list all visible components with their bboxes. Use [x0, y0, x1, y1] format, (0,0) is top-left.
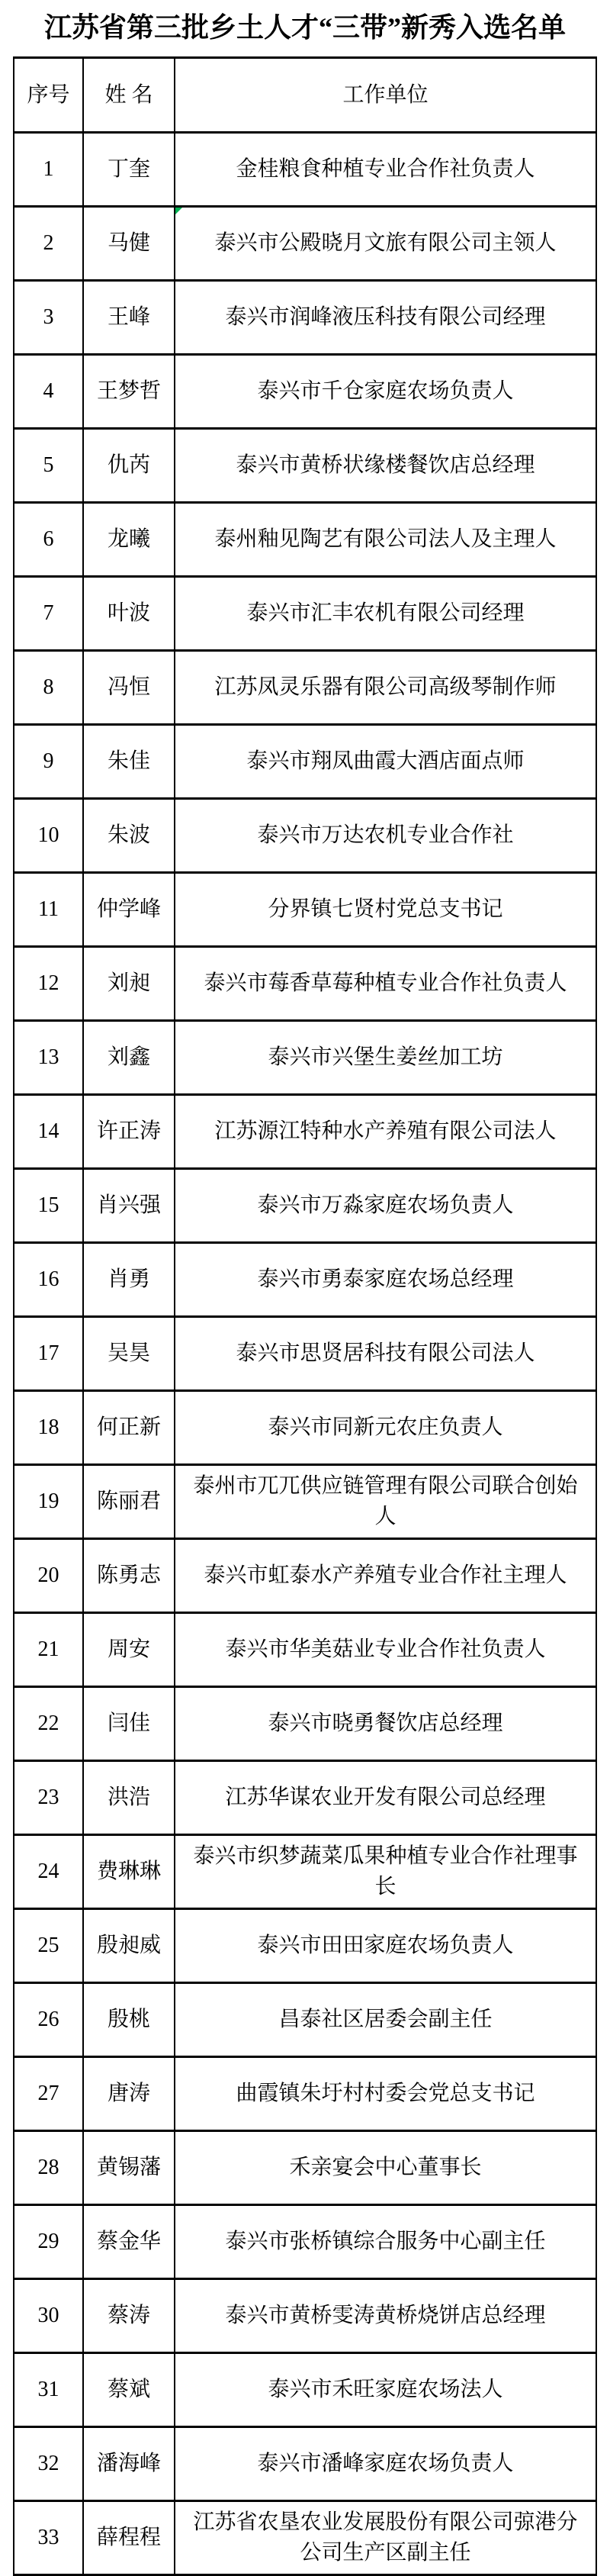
unit-cell	[175, 1687, 596, 1761]
unit-cell	[175, 2501, 596, 2575]
serial-cell: 29	[14, 2205, 83, 2279]
unit-cell	[175, 2057, 596, 2131]
table-row	[14, 2353, 596, 2427]
name-cell: 叶波	[83, 577, 175, 651]
table-row	[14, 1687, 596, 1761]
unit-cell	[175, 873, 596, 947]
unit-cell	[175, 1761, 596, 1835]
name-cell: 殷昶威	[83, 1909, 175, 1983]
unit-text: 泰兴市晓勇餐饮店总经理	[268, 1711, 503, 1736]
unit-cell	[175, 1983, 596, 2057]
table-row	[14, 1243, 596, 1317]
serial-cell: 11	[14, 873, 83, 947]
serial-cell: 10	[14, 799, 83, 873]
unit-cell	[175, 1909, 596, 1983]
serial-cell: 1	[14, 133, 83, 207]
serial-cell: 13	[14, 1021, 83, 1095]
unit-text: 泰兴市田田家庭农场负责人	[257, 1934, 514, 1958]
name-cell: 陈勇志	[83, 1539, 175, 1613]
name-cell: 仲学峰	[83, 873, 175, 947]
name-cell: 殷桃	[83, 1983, 175, 2057]
table-header	[14, 58, 596, 133]
name-cell: 唐涛	[83, 2057, 175, 2131]
name-cell: 冯恒	[83, 651, 175, 725]
table-body	[14, 133, 596, 2575]
table-row	[14, 1095, 596, 1169]
unit-text: 禾亲宴会中心董事长	[289, 2156, 482, 2180]
unit-cell	[175, 799, 596, 873]
unit-text: 泰兴市同新元农庄负责人	[268, 1415, 503, 1440]
table-row	[14, 947, 596, 1021]
serial-cell: 31	[14, 2353, 83, 2427]
name-cell: 费琳琳	[83, 1835, 175, 1909]
unit-cell	[175, 947, 596, 1021]
unit-cell	[175, 651, 596, 725]
name-cell: 蔡金华	[83, 2205, 175, 2279]
serial-cell: 21	[14, 1613, 83, 1687]
name-cell: 周安	[83, 1613, 175, 1687]
page-title: 江苏省第三批乡土人才“三带”新秀入选名单	[43, 12, 566, 43]
name-cell: 蔡涛	[83, 2279, 175, 2353]
unit-cell	[175, 355, 596, 429]
unit-cell	[175, 1021, 596, 1095]
table-row	[14, 1909, 596, 1983]
unit-text: 泰兴市潘峰家庭农场负责人	[257, 2452, 514, 2476]
table-row	[14, 207, 596, 281]
serial-cell: 18	[14, 1391, 83, 1465]
unit-text: 泰兴市润峰液压科技有限公司经理	[225, 305, 546, 330]
table-row	[14, 651, 596, 725]
table-row	[14, 1391, 596, 1465]
table-row	[14, 2057, 596, 2131]
name-cell: 黄锡藩	[83, 2131, 175, 2205]
serial-cell: 7	[14, 577, 83, 651]
serial-cell: 28	[14, 2131, 83, 2205]
name-cell: 丁奎	[83, 133, 175, 207]
serial-cell: 6	[14, 503, 83, 577]
table-row	[14, 1539, 596, 1613]
unit-text: 泰兴市禾旺家庭农场法人	[268, 2378, 503, 2402]
table-row	[14, 577, 596, 651]
unit-text: 昌泰社区居委会副主任	[278, 2008, 493, 2032]
table-row	[14, 1835, 596, 1909]
table-row	[14, 2427, 596, 2501]
unit-cell	[175, 1465, 596, 1539]
table-row	[14, 1169, 596, 1243]
unit-cell	[175, 1613, 596, 1687]
serial-cell: 27	[14, 2057, 83, 2131]
name-cell: 朱佳	[83, 725, 175, 799]
unit-cell	[175, 503, 596, 577]
unit-text: 泰兴市织梦蔬菜瓜果种植专业合作社理事长	[193, 1844, 578, 1898]
unit-text: 泰兴市兴堡生姜丝加工坊	[268, 1045, 503, 1070]
table-row	[14, 1317, 596, 1391]
serial-cell: 2	[14, 207, 83, 281]
serial-cell: 24	[14, 1835, 83, 1909]
unit-text: 泰兴市千仓家庭农场负责人	[257, 379, 514, 404]
unit-cell	[175, 2279, 596, 2353]
header-serial: 序号	[14, 58, 83, 133]
unit-cell	[175, 1539, 596, 1613]
unit-cell	[175, 281, 596, 355]
table-row	[14, 799, 596, 873]
header-unit: 工作单位	[175, 58, 596, 133]
unit-text: 泰兴市万达农机专业合作社	[257, 823, 514, 848]
unit-text: 泰兴市思贤居科技有限公司法人	[236, 1341, 535, 1366]
name-cell: 马健	[83, 207, 175, 281]
unit-text: 泰州釉见陶艺有限公司法人及主理人	[214, 527, 557, 552]
serial-cell: 25	[14, 1909, 83, 1983]
unit-text: 金桂粮食种植专业合作社负责人	[236, 157, 535, 182]
name-cell: 陈丽君	[83, 1465, 175, 1539]
unit-text: 分界镇七贤村党总支书记	[268, 897, 503, 922]
serial-cell: 17	[14, 1317, 83, 1391]
unit-cell	[175, 2205, 596, 2279]
name-cell: 王峰	[83, 281, 175, 355]
unit-cell	[175, 207, 596, 281]
unit-cell	[175, 725, 596, 799]
name-cell: 许正涛	[83, 1095, 175, 1169]
table-row	[14, 2501, 596, 2575]
serial-cell: 22	[14, 1687, 83, 1761]
serial-cell: 33	[14, 2501, 83, 2575]
serial-cell: 19	[14, 1465, 83, 1539]
unit-cell	[175, 1243, 596, 1317]
unit-cell	[175, 429, 596, 503]
unit-text: 江苏源江特种水产养殖有限公司法人	[214, 1119, 557, 1144]
name-cell: 何正新	[83, 1391, 175, 1465]
unit-cell	[175, 133, 596, 207]
unit-cell	[175, 1391, 596, 1465]
serial-cell: 20	[14, 1539, 83, 1613]
unit-cell	[175, 2353, 596, 2427]
unit-text: 江苏省农垦农业发展股份有限公司弶港分公司生产区副主任	[193, 2510, 578, 2565]
table-row	[14, 1021, 596, 1095]
unit-text: 泰兴市万淼家庭农场负责人	[257, 1193, 514, 1218]
serial-cell: 12	[14, 947, 83, 1021]
unit-text: 泰兴市虹泰水产养殖专业合作社主理人	[204, 1563, 567, 1588]
unit-text: 江苏华谋农业开发有限公司总经理	[225, 1785, 546, 1810]
unit-text: 泰兴市汇丰农机有限公司经理	[246, 601, 525, 626]
unit-cell	[175, 2427, 596, 2501]
name-cell: 王梦哲	[83, 355, 175, 429]
serial-cell: 4	[14, 355, 83, 429]
serial-cell: 8	[14, 651, 83, 725]
table-row	[14, 1465, 596, 1539]
roster-table	[13, 56, 597, 2576]
unit-text: 曲霞镇朱圩村村委会党总支书记	[236, 2082, 535, 2106]
name-cell: 闫佳	[83, 1687, 175, 1761]
serial-cell: 5	[14, 429, 83, 503]
serial-cell: 30	[14, 2279, 83, 2353]
name-cell: 吴昊	[83, 1317, 175, 1391]
unit-cell	[175, 2131, 596, 2205]
unit-cell	[175, 1169, 596, 1243]
unit-text: 泰兴市勇泰家庭农场总经理	[257, 1267, 514, 1292]
table-row	[14, 133, 596, 207]
unit-text: 泰兴市华美菇业专业合作社负责人	[225, 1637, 546, 1662]
unit-text: 泰兴市黄桥雯涛黄桥烧饼店总经理	[225, 2304, 546, 2328]
serial-cell: 3	[14, 281, 83, 355]
name-cell: 肖勇	[83, 1243, 175, 1317]
table-row	[14, 2205, 596, 2279]
serial-cell: 23	[14, 1761, 83, 1835]
serial-cell: 14	[14, 1095, 83, 1169]
table-row	[14, 355, 596, 429]
cell-comment-marker	[175, 208, 182, 214]
table-row	[14, 2131, 596, 2205]
unit-text: 泰兴市翔凤曲霞大酒店面点师	[246, 749, 525, 774]
name-cell: 刘鑫	[83, 1021, 175, 1095]
table-row	[14, 1983, 596, 2057]
table-row	[14, 503, 596, 577]
table-row	[14, 429, 596, 503]
name-cell: 龙曦	[83, 503, 175, 577]
name-cell: 潘海峰	[83, 2427, 175, 2501]
name-cell: 仇芮	[83, 429, 175, 503]
name-cell: 刘昶	[83, 947, 175, 1021]
table-row	[14, 2279, 596, 2353]
name-cell: 薛程程	[83, 2501, 175, 2575]
serial-cell: 9	[14, 725, 83, 799]
unit-cell	[175, 1317, 596, 1391]
unit-text: 泰兴市莓香草莓种植专业合作社负责人	[204, 971, 567, 996]
table-row	[14, 873, 596, 947]
unit-text: 泰兴市公殿晓月文旅有限公司主领人	[214, 231, 557, 256]
serial-cell: 32	[14, 2427, 83, 2501]
unit-text: 泰兴市张桥镇综合服务中心副主任	[225, 2230, 546, 2254]
name-cell: 朱波	[83, 799, 175, 873]
table-row	[14, 281, 596, 355]
header-name: 姓 名	[83, 58, 175, 133]
unit-text: 江苏凤灵乐器有限公司高级琴制作师	[214, 675, 557, 700]
name-cell: 蔡斌	[83, 2353, 175, 2427]
unit-text: 泰兴市黄桥状缘楼餐饮店总经理	[236, 453, 535, 478]
table-row	[14, 1761, 596, 1835]
unit-cell	[175, 1835, 596, 1909]
serial-cell: 26	[14, 1983, 83, 2057]
name-cell: 肖兴强	[83, 1169, 175, 1243]
table-row	[14, 1613, 596, 1687]
unit-cell	[175, 1095, 596, 1169]
unit-cell	[175, 577, 596, 651]
header-row	[14, 58, 596, 133]
serial-cell: 16	[14, 1243, 83, 1317]
name-cell: 洪浩	[83, 1761, 175, 1835]
unit-text: 泰州市兀兀供应链管理有限公司联合创始人	[193, 1474, 578, 1528]
table-row	[14, 725, 596, 799]
serial-cell: 15	[14, 1169, 83, 1243]
